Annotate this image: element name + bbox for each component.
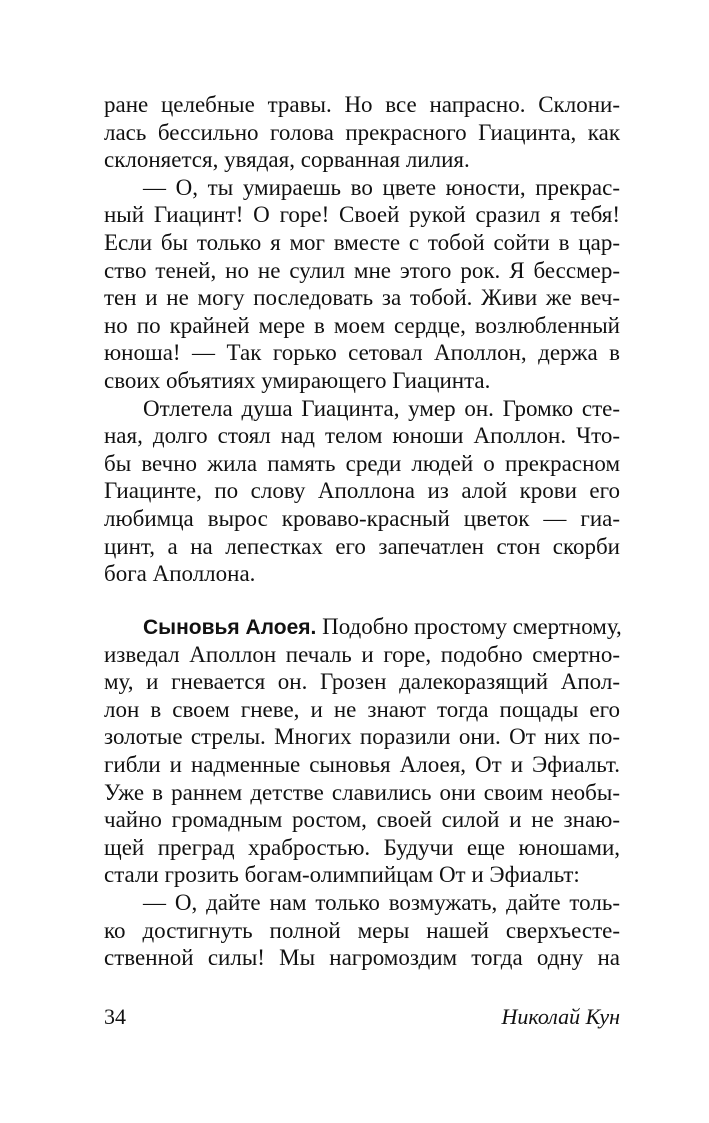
page-number: 34 <box>104 1004 126 1029</box>
text-line: Отлетела душа Гиацинта, умер он. Громко сте- <box>143 395 620 421</box>
text-line: ране целебные травы. Но все напрасно. Склони- <box>104 92 620 117</box>
text-line: золотые стрелы. Многих поразили они. От них по- <box>104 724 620 750</box>
paragraph <box>104 174 620 395</box>
running-footer-author: Николай Кун <box>501 1004 620 1029</box>
text-line: Если бы только я мог вместе с тобой сойти в цар- <box>104 229 620 255</box>
text-line: — О, дайте нам только возмужать, дайте толь- <box>143 889 620 915</box>
text-line: юноша! — Так горько сетовал Аполлон, держа в <box>104 340 620 366</box>
text-line: цинт, а на лепестках его запечатлен стон скорби <box>104 533 620 559</box>
text-line: бога Аполлона. <box>104 561 256 587</box>
text-line: лась бессильно голова прекрасного Гиацинта, как <box>104 119 620 145</box>
text-line: изведал Аполлон печаль и горе, подобно смертно- <box>104 641 620 667</box>
text-line: Уже в раннем детстве славились они своим необы- <box>104 779 620 805</box>
paragraph <box>104 91 620 174</box>
paragraph <box>104 889 620 972</box>
text-line: Гиацинте, по слову Аполлона из алой крови его <box>104 478 620 504</box>
paragraph <box>104 613 620 889</box>
text-line: ный Гиацинт! О горе! Своей рукой сразил я тебя! <box>104 202 620 228</box>
text-line: бы вечно жила память среди людей о прекрасном <box>104 450 620 476</box>
section-first-line-text: Подобно простому смертному, <box>316 614 622 639</box>
text-line: лон в своем гневе, и не знают тогда пощады его <box>104 696 620 722</box>
text-line: ство теней, но не сулил мне этого рок. Я бессмер- <box>104 257 620 283</box>
text-line: своих объятиях умирающего Гиацинта. <box>104 367 491 393</box>
text-line: гибли и надменные сыновья Алоея, От и Эфиальт. <box>104 751 620 777</box>
text-line: — О, ты умираешь во цвете юности, прекрас- <box>143 174 620 200</box>
text-line: му, и гневается он. Грозен далекоразящий Апол- <box>104 669 620 695</box>
text-line: щей преград храбростью. Будучи еще юношами, <box>104 834 620 860</box>
text-line: ная, долго стоял над телом юноши Аполлон. Что- <box>104 423 620 449</box>
paragraph <box>104 395 620 588</box>
page-footer <box>104 1004 620 1044</box>
text-line: ственной силы! Мы нагромоздим тогда одну на <box>104 945 620 971</box>
text-line: любимца вырос кроваво-красный цветок — гиа- <box>104 505 620 531</box>
text-line: тен и не могу последовать за тобой. Живи же веч- <box>104 285 620 311</box>
text-line: ко достигнуть полной меры нашей сверхъесте- <box>104 917 620 943</box>
text-block-upper <box>104 91 620 588</box>
text-block-section <box>104 613 620 972</box>
text-line: но по крайней мере в моем сердце, возлюбленный <box>104 312 620 338</box>
section-heading: Сыновья Алоея. <box>143 616 317 639</box>
text-line: чайно громадным ростом, своей силой и не знаю- <box>104 807 620 833</box>
text-line: стали грозить богам-олимпийцам От и Эфиальт: <box>104 862 580 888</box>
text-line: склоняется, увядая, сорванная лилия. <box>104 147 470 173</box>
section-first-line <box>104 613 620 641</box>
